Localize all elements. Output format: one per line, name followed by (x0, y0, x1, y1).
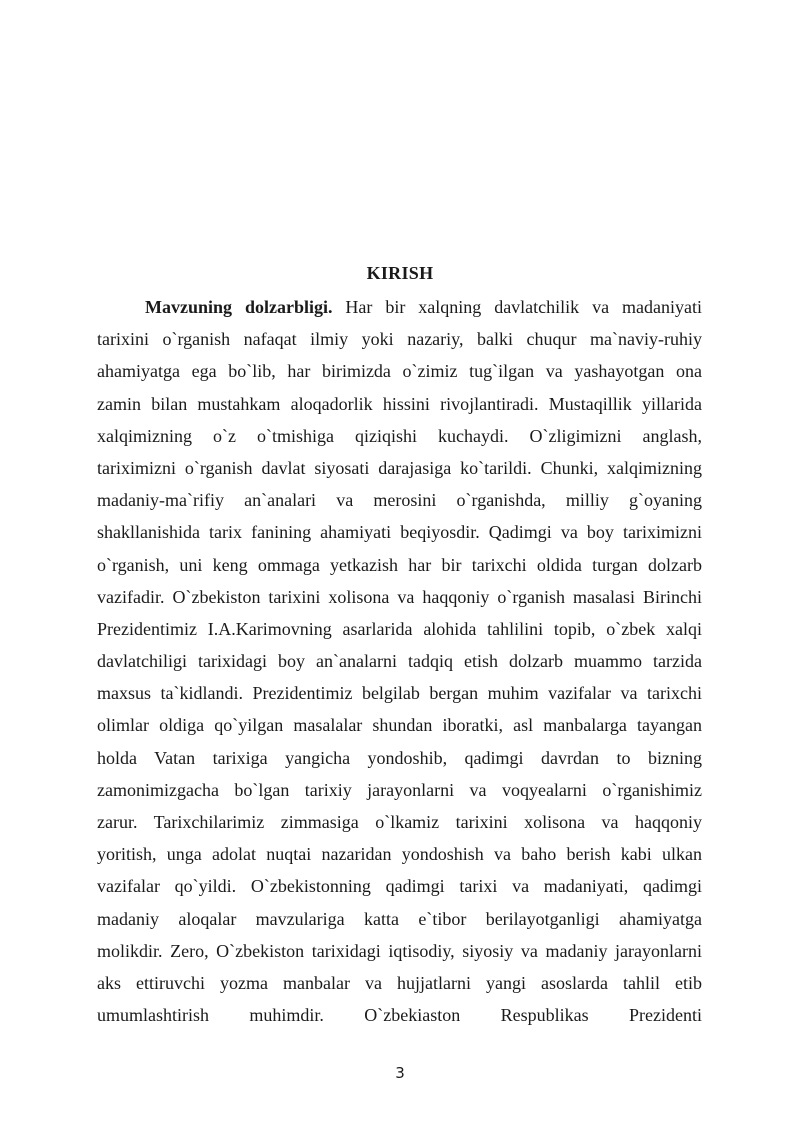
paragraph-line: zamin bilan mustahkam aloqadorlik hissini rivojlantiradi. Mustaqillik yillarida (97, 393, 702, 414)
body-paragraph (97, 291, 702, 1031)
paragraph-line: zamonimizgacha bo`lgan tarixiy jarayonlarni va voqyealarni o`rganishimiz (97, 779, 702, 800)
paragraph-line: umumlashtirish muhimdir. O`zbekiaston Respublikas Prezidenti (97, 1005, 702, 1026)
page-title: KIRISH (366, 263, 434, 283)
paragraph-line: davlatchiligi tarixidagi boy an`analarni tadqiq etish dolzarb muammo tarzida (97, 651, 702, 672)
paragraph-line: shakllanishida tarix fanining ahamiyati beqiyosdir. Qadimgi va boy tariximizni (97, 522, 702, 543)
paragraph-line: o`rganish, uni keng ommaga yetkazish har bir tarixchi oldida turgan dolzarb (97, 554, 702, 575)
paragraph-line: tariximizni o`rganish davlat siyosati darajasiga ko`tarildi. Chunki, xalqimizning (97, 457, 702, 478)
paragraph-line: molikdir. Zero, O`zbekiston tarixidagi iqtisodiy, siyosiy va madaniy jarayonlarni (97, 940, 702, 961)
line-text: Har bir xalqning davlatchilik va madaniyati (332, 297, 702, 317)
paragraph-line: vazifadir. O`zbekiston tarixini xolisona va haqqoniy o`rganish masalasi Birinchi (97, 586, 702, 607)
paragraph-line: vazifalar qo`yildi. O`zbekistonning qadimgi tarixi va madaniyati, qadimgi (97, 876, 702, 897)
paragraph-line: aks ettiruvchi yozma manbalar va hujjatlarni yangi asoslarda tahlil etib (97, 972, 702, 993)
paragraph-line: maxsus ta`kidlandi. Prezidentimiz belgilab bergan muhim vazifalar va tarixchi (97, 683, 702, 704)
paragraph-line: tarixini o`rganish nafaqat ilmiy yoki nazariy, balki chuqur ma`naviy-ruhiy (97, 329, 702, 350)
paragraph-line: holda Vatan tarixiga yangicha yondoshib, qadimgi davrdan to bizning (97, 747, 702, 768)
paragraph-line: ahamiyatga ega bo`lib, har birimizda o`zimiz tug`ilgan va yashayotgan ona (97, 361, 702, 382)
paragraph-line: madaniy-ma`rifiy an`analari va merosini o`rganishda, milliy g`oyaning (97, 490, 702, 511)
paragraph-line: xalqimizning o`z o`tmishiga qiziqishi kuchaydi. O`zligimizni anglash, (97, 425, 702, 446)
paragraph-line (97, 291, 702, 323)
paragraph-line: yoritish, unga adolat nuqtai nazaridan yondoshish va baho berish kabi ulkan (97, 844, 702, 865)
paragraph-line: madaniy aloqalar mavzulariga katta e`tibor berilayotganligi ahamiyatga (97, 908, 702, 929)
paragraph-line: olimlar oldiga qo`yilgan masalalar shundan iboratki, asl manbalarga tayangan (97, 715, 702, 736)
page-number: 3 (395, 1064, 405, 1082)
paragraph-line: Prezidentimiz I.A.Karimovning asarlarida alohida tahlilini topib, o`zbek xalqi (97, 618, 702, 639)
paragraph-line: zarur. Tarixchilarimiz zimmasiga o`lkamiz tarixini xolisona va haqqoniy (97, 812, 702, 832)
lead-phrase: Mavzuning dolzarbligi. (145, 297, 333, 317)
